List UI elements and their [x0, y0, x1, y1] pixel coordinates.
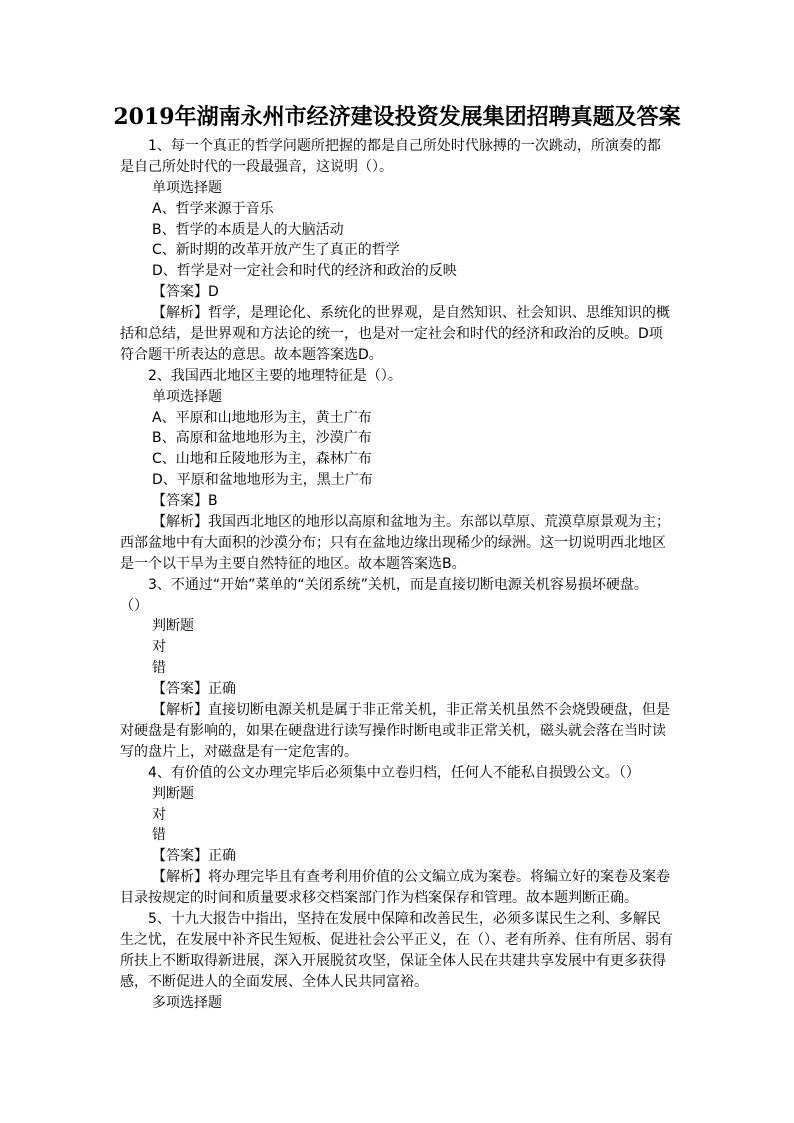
option: C、山地和丘陵地形为主，森林广布: [152, 451, 372, 468]
question-type: 单项选择题: [152, 179, 222, 196]
option: A、平原和山地地形为主，黄土广布: [152, 409, 372, 426]
analysis: 【解析】我国西北地区的地形以高原和盆地为主。东部以草原、荒漠草原景观为主；: [152, 514, 670, 531]
question-stem: 感，不断促进人的全面发展、全体人民共同富裕。: [120, 973, 428, 990]
question-type: 单项选择题: [152, 388, 222, 405]
question-stem: 是自己所处时代的一段最强音，这说明（）。: [120, 158, 393, 175]
option: D、平原和盆地地形为主，黑土广布: [152, 472, 373, 489]
question-stem: 4、有价值的公文办理完毕后必须集中立卷归档，任何人不能私自损毁公文。（）: [148, 764, 640, 781]
option: 错: [152, 827, 166, 844]
question-stem: （）: [120, 597, 148, 614]
question-type: 多项选择题: [152, 994, 222, 1011]
option: 错: [152, 660, 166, 677]
option: D、哲学是对一定社会和时代的经济和政治的反映: [152, 263, 457, 280]
option: 对: [152, 806, 166, 823]
analysis: 【解析】哲学，是理论化、系统化的世界观，是自然知识、社会知识、思维知识的概: [152, 305, 670, 322]
document-title: 2019年湖南永州市经济建设投资发展集团招聘真题及答案: [113, 104, 681, 130]
analysis: 是一个以干旱为主要自然特征的地区。故本题答案选B。: [120, 555, 466, 572]
analysis: 目录按规定的时间和质量要求移交档案部门作为档案保存和管理。故本题判断正确。: [120, 890, 638, 907]
option: C、新时期的改革开放产生了真正的哲学: [152, 242, 400, 259]
question-stem: 3、不通过“开始”菜单的“关闭系统”关机，而是直接切断电源关机容易损坏硬盘。: [148, 576, 648, 593]
analysis: 对硬盘是有影响的，如果在硬盘进行读写操作时断电或非正常关机，磁头就会落在当时读: [120, 722, 666, 739]
answer: 【答案】B: [152, 493, 218, 510]
question-stem: 2、我国西北地区主要的地理特征是（）。: [148, 367, 402, 384]
option: B、高原和盆地地形为主，沙漠广布: [152, 430, 372, 447]
answer: 【答案】正确: [152, 681, 236, 698]
answer: 【答案】D: [152, 284, 219, 301]
question-stem: 生之忧，在发展中补齐民生短板、促进社会公平正义，在（）、老有所养、住有所居、弱有: [120, 931, 673, 948]
option: 对: [152, 639, 166, 656]
question-stem: 1、每一个真正的哲学问题所把握的都是自己所处时代脉搏的一次跳动，所演奏的都: [148, 138, 661, 154]
analysis: 括和总结，是世界观和方法论的统一，也是对一定社会和时代的经济和政治的反映。D项: [120, 326, 663, 343]
document-body: [120, 136, 676, 1013]
answer: 【答案】正确: [152, 848, 236, 865]
analysis: 符合题干所表达的意思。故本题答案选D。: [120, 346, 383, 363]
option: A、哲学来源于音乐: [152, 200, 274, 217]
question-stem: 5、十九大报告中指出，坚持在发展中保障和改善民生，必须多谋民生之利、多解民: [148, 910, 661, 927]
question-type: 判断题: [152, 785, 194, 802]
analysis: 【解析】直接切断电源关机是属于非正常关机，非正常关机虽然不会烧毁硬盘，但是: [152, 702, 670, 719]
analysis: 【解析】将办理完毕且有查考利用价值的公文编立成为案卷。将编立好的案卷及案卷: [152, 869, 670, 886]
question-type: 判断题: [152, 618, 194, 635]
option: B、哲学的本质是人的大脑活动: [152, 221, 344, 238]
question-stem: 所扶上不断取得新进展，深入开展脱贫攻坚，保证全体人民在共建共享发展中有更多获得: [120, 952, 666, 969]
analysis: 写的盘片上，对磁盘是有一定危害的。: [120, 743, 358, 760]
analysis: 西部盆地中有大面积的沙漠分布；只有在盆地边缘出现稀少的绿洲。这一切说明西北地区: [120, 534, 666, 551]
